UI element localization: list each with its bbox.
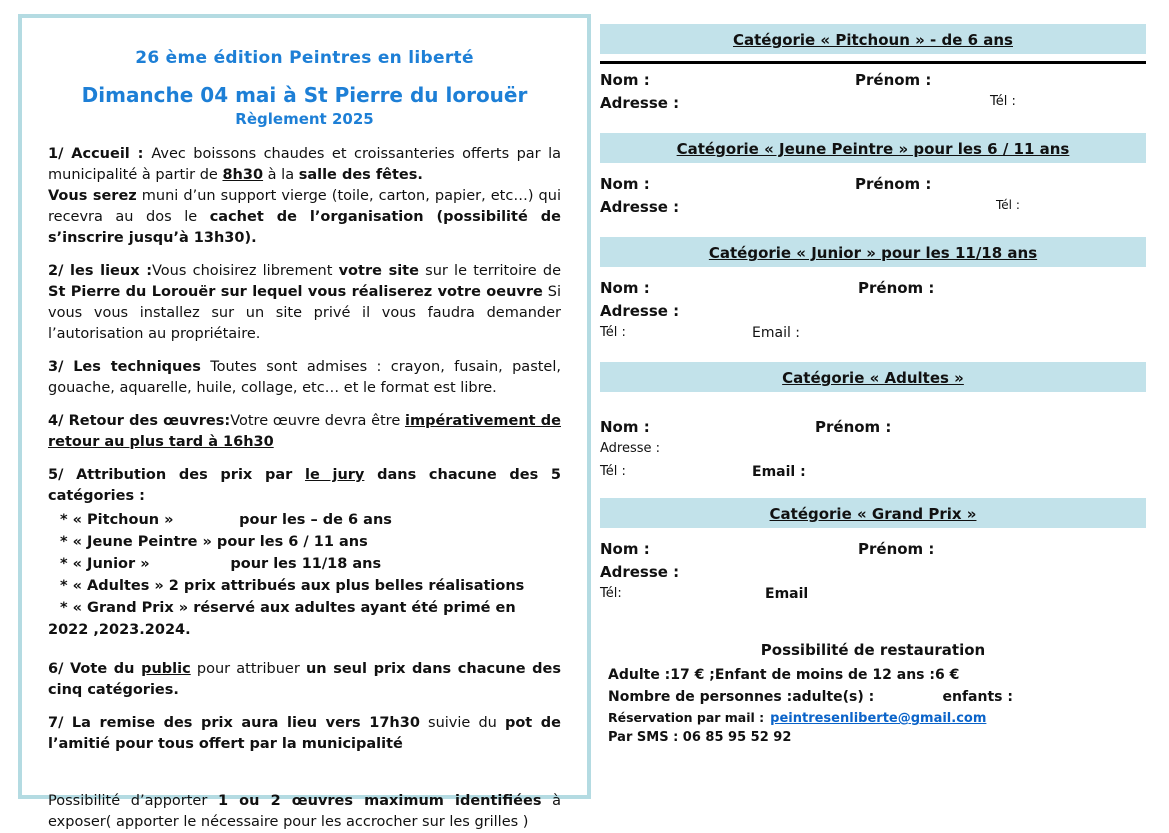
field-label-adresse: Adresse :	[600, 302, 680, 320]
field-label-nom: Nom :	[600, 279, 650, 297]
email-link[interactable]: peintresenliberte@gmail.com	[770, 711, 987, 726]
category-bullet-jeune-peintre: * « Jeune Peintre » pour les 6 / 11 ans	[60, 534, 368, 550]
form-row	[600, 323, 1146, 346]
form-row	[600, 416, 1146, 439]
text-run: salle des fêtes.	[298, 167, 423, 183]
field-label-nom: Nom :	[600, 418, 650, 436]
category-title: Catégorie « Pitchoun » - de 6 ans	[732, 31, 1013, 49]
field-label-prenom: Prénom :	[855, 175, 932, 193]
field-label-tel: Tél :	[600, 325, 626, 340]
paragraph-accueil	[48, 144, 561, 186]
paragraph-vote	[48, 659, 561, 701]
category-section-grand-prix	[600, 498, 1146, 607]
paragraph-lieux	[48, 261, 561, 345]
form-row	[600, 277, 1146, 300]
text-run: un seul prix dans chacune des cinq catégories.	[48, 661, 562, 698]
text-run: à exposer( apporter le nécessaire pour les accrocher sur les grilles )	[48, 793, 562, 830]
category-section-adultes	[600, 362, 1146, 485]
field-label-adresse: Adresse :	[600, 441, 661, 456]
restauration-block	[600, 641, 1146, 745]
event-title: 26 ème édition Peintres en liberté	[135, 48, 474, 68]
text-run: 4/ Retour des œuvres:	[48, 413, 231, 429]
category-title: Catégorie « Grand Prix »	[769, 505, 977, 523]
text-run: suivie du	[419, 715, 505, 731]
text-run: Vous choisirez librement	[152, 263, 339, 279]
form-row	[600, 538, 1146, 561]
text-run: muni d’un support vierge (toile, carton, papier, etc…) qui recevra au dos le	[48, 188, 561, 225]
text-run: pour attribuer	[190, 661, 306, 677]
category-section-junior	[600, 237, 1146, 346]
category-header-bar	[600, 498, 1146, 528]
field-label-adresse: Adresse :	[600, 563, 680, 581]
category-bullet-grand-prix: * « Grand Prix » réservé aux adultes ayant été primé en	[60, 600, 516, 616]
text-run: le jury	[304, 467, 365, 483]
text-run: 3/ Les techniques	[48, 359, 201, 375]
field-label-prenom: Prénom :	[858, 540, 935, 558]
text-run: 8h30	[222, 167, 264, 183]
paragraph-apporter	[48, 791, 561, 833]
restauration-mail-label: Réservation par mail :	[608, 710, 765, 725]
field-label-nom: Nom :	[600, 540, 650, 558]
field-label-tel: Tél :	[600, 464, 626, 479]
text-run: Possibilité d’apporter	[48, 793, 218, 809]
field-label-prenom: Prénom :	[815, 418, 892, 436]
form-row	[600, 196, 1146, 219]
text-run: Vous serez	[48, 188, 137, 204]
category-bullet-junior: * « Junior » pour les 11/18 ans	[60, 556, 382, 572]
category-header-bar	[600, 362, 1146, 392]
text-run: pot de l’amitié pour tous offert par la municipalité	[48, 715, 561, 752]
text-run: Toutes sont admises : crayon, fusain, pastel, gouache, aquarelle, huile, collage, etc… et le format est libre.	[48, 359, 561, 396]
category-bullet-adultes: * « Adultes » 2 prix attribués aux plus belles réalisations	[60, 578, 525, 594]
category-title: Catégorie « Jeune Peintre » pour les 6 / 11 ans	[676, 140, 1070, 158]
restauration-sms: Par SMS : 06 85 95 52 92	[608, 730, 792, 745]
form-row	[600, 584, 1146, 607]
registration-panel	[600, 14, 1146, 745]
text-run: impérativement de retour au plus tard à 16h30	[48, 413, 561, 450]
category-header-bar	[600, 133, 1146, 163]
category-title: Catégorie « Adultes »	[782, 369, 964, 387]
category-header-bar	[600, 237, 1146, 267]
text-run: Avec boissons chaudes et croissanteries offerts par la municipalité à partir de	[48, 146, 561, 183]
text-run: St Pierre du Lorouër sur lequel vous réaliserez votre oeuvre	[48, 284, 543, 300]
field-label-prenom: Prénom :	[855, 71, 932, 89]
text-run: 6/ Vote du	[48, 661, 142, 677]
category-bullet-grand-prix-years: 2022 ,2023.2024.	[48, 622, 191, 638]
field-label-email: Email :	[752, 325, 801, 341]
field-label-adresse: Adresse :	[600, 94, 680, 112]
field-label-nom: Nom :	[600, 175, 650, 193]
category-section-pitchoun	[600, 24, 1146, 115]
form-row	[600, 439, 1146, 462]
category-section-jeune-peintre	[600, 133, 1146, 219]
text-run: Votre œuvre devra être	[230, 413, 405, 429]
rules-panel	[18, 14, 591, 830]
text-run: 1 ou 2 œuvres maximum identifiées	[217, 793, 542, 809]
text-run: 2/ les lieux :	[48, 263, 152, 279]
text-run: cachet de l’organisation (possibilité de s’inscrire jusqu’à 13h30).	[48, 209, 561, 246]
restauration-title: Possibilité de restauration	[760, 641, 986, 659]
paragraph-prix	[48, 465, 561, 507]
text-run: 1/ Accueil :	[48, 146, 152, 162]
restauration-prices: Adulte :17 € ;Enfant de moins de 12 ans :6 €	[608, 667, 960, 683]
paragraph-remise	[48, 713, 561, 755]
restauration-people: Nombre de personnes :adulte(s) : enfants :	[608, 689, 1013, 705]
text-run: public	[141, 661, 191, 677]
field-label-tel: Tél:	[600, 586, 622, 601]
paragraph-techniques	[48, 357, 561, 399]
event-date-title: Dimanche 04 mai à St Pierre du lorouër	[81, 83, 528, 107]
rules-subtitle: Règlement 2025	[235, 110, 374, 128]
text-run: à la	[263, 167, 299, 183]
paragraph-retour	[48, 411, 561, 453]
text-run: 5/ Attribution des prix par	[48, 467, 305, 483]
form-row	[600, 92, 1146, 115]
divider-line	[600, 61, 1146, 64]
field-label-prenom: Prénom :	[858, 279, 935, 297]
form-row	[600, 69, 1146, 92]
form-row	[600, 561, 1146, 584]
paragraph-accueil-2	[48, 186, 561, 249]
field-label-tel: Tél :	[996, 198, 1020, 212]
text-run: votre site	[338, 263, 419, 279]
form-row	[600, 173, 1146, 196]
category-bullet-pitchoun: * « Pitchoun » pour les – de 6 ans	[60, 512, 392, 528]
text-run: 7/ La remise des prix aura lieu vers 17h30	[48, 715, 420, 731]
form-row	[600, 462, 1146, 485]
field-label-email: Email	[765, 586, 809, 602]
category-header-bar	[600, 24, 1146, 54]
field-label-adresse: Adresse :	[600, 198, 680, 216]
text-run: sur le territoire de	[418, 263, 561, 279]
category-title: Catégorie « Junior » pour les 11/18 ans	[708, 244, 1038, 262]
text-run: dans chacune des 5 catégories :	[48, 467, 562, 504]
text-run: Si vous vous installez sur un site privé il vous faudra demander l’autorisation au propriétaire.	[48, 284, 562, 342]
field-label-tel: Tél :	[990, 94, 1016, 109]
field-label-email: Email :	[752, 464, 806, 480]
restauration-mail-row	[600, 710, 1146, 726]
form-row	[600, 300, 1146, 323]
field-label-nom: Nom :	[600, 71, 650, 89]
